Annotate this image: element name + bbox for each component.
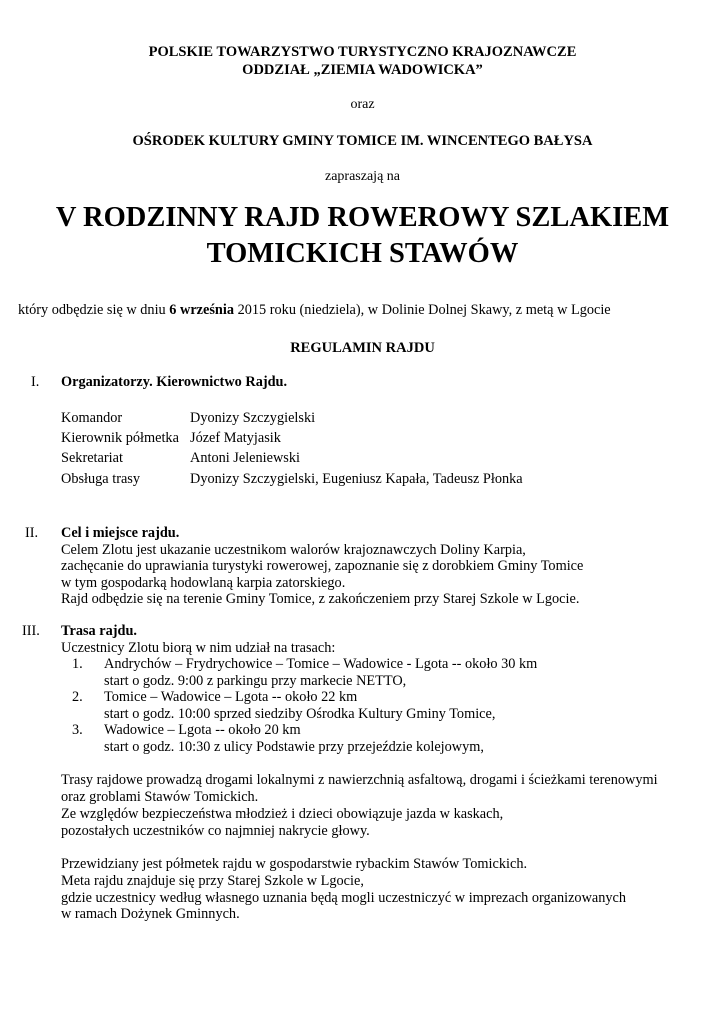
regulamin-title: REGULAMIN RAJDU	[290, 340, 435, 356]
section1-number: I.	[31, 374, 40, 390]
finish-info-line: Przewidziany jest półmetek rajdu w gospodarstwie rybackim Stawów Tomickich.	[61, 856, 528, 872]
invite-text: zapraszają na	[325, 169, 400, 184]
section2-line: Rajd odbędzie się na terenie Gminy Tomice, z zakończeniem przy Starej Szkole w Lgocie.	[61, 591, 580, 607]
route-number: 2.	[72, 689, 83, 705]
route-start: start o godz. 10:30 z ulicy Podstawie przy przejeździe kolejowym,	[104, 739, 484, 755]
intro-after: 2015 roku (niedziela), w Dolinie Dolnej Skawy, z metą w Lgocie	[234, 302, 611, 318]
section2-line: Celem Zlotu jest ukazanie uczestnikom walorów krajoznawczych Doliny Karpia,	[61, 542, 526, 558]
section3-number: III.	[22, 623, 40, 639]
finish-info-line: gdzie uczestnicy według własnego uznania będą mogli uczestniczyć w imprezach organizowanych	[61, 890, 627, 906]
event-title-line1: V RODZINNY RAJD ROWEROWY SZLAKIEM	[55, 202, 670, 233]
trail-info-line: oraz groblami Stawów Tomickich.	[61, 789, 259, 805]
event-date: 6 września	[169, 302, 235, 318]
role-label: Sekretariat	[61, 450, 123, 466]
role-label: Kierownik półmetka	[61, 430, 179, 446]
intro-sentence	[18, 302, 611, 319]
role-person: Antoni Jeleniewski	[190, 450, 300, 466]
role-person: Dyonizy Szczygielski	[190, 410, 316, 426]
role-label: Komandor	[61, 410, 123, 426]
section3-heading: Trasa rajdu.	[61, 623, 137, 639]
route-start: start o godz. 10:00 sprzed siedziby Ośrodka Kultury Gminy Tomice,	[104, 706, 496, 722]
role-person: Dyonizy Szczygielski, Eugeniusz Kapała, Tadeusz Płonka	[190, 471, 523, 487]
section2-number: II.	[25, 525, 39, 541]
trail-info-line: Trasy rajdowe prowadzą drogami lokalnymi z nawierzchnią asfaltową, drogami i ścieżkami terenowymi	[61, 772, 658, 788]
co-organizer-name: OŚRODEK KULTURY GMINY TOMICE IM. WINCENTEGO BAŁYSA	[132, 133, 593, 149]
finish-info-line: w ramach Dożynek Gminnych.	[61, 906, 240, 922]
org-name-line1: POLSKIE TOWARZYSTWO TURYSTYCZNO KRAJOZNAWCZE	[148, 44, 577, 60]
finish-info-line: Meta rajdu znajduje się przy Starej Szkole w Lgocie,	[61, 873, 364, 889]
trail-info-line: pozostałych uczestników co najmniej nakrycie głowy.	[61, 823, 370, 839]
oraz-text: oraz	[350, 97, 375, 112]
role-person: Józef Matyjasik	[190, 430, 281, 446]
route-description: Andrychów – Frydrychowice – Tomice – Wadowice - Lgota -- około 30 km	[104, 656, 538, 672]
section2-heading: Cel i miejsce rajdu.	[61, 525, 180, 541]
event-title-line2: TOMICKICH STAWÓW	[206, 238, 519, 269]
trail-info-line: Ze względów bezpieczeństwa młodzież i dzieci obowiązuje jazda w kaskach,	[61, 806, 504, 822]
role-label: Obsługa trasy	[61, 471, 141, 487]
route-start: start o godz. 9:00 z parkingu przy markecie NETTO,	[104, 673, 407, 689]
section1-heading: Organizatorzy. Kierownictwo Rajdu.	[61, 374, 288, 390]
intro-before: który odbędzie się w dniu	[18, 302, 170, 318]
org-name-line2: ODDZIAŁ „ZIEMIA WADOWICKA”	[242, 62, 483, 78]
route-description: Tomice – Wadowice – Lgota -- około 22 km	[104, 689, 358, 705]
route-number: 1.	[72, 656, 83, 672]
section2-line: zachęcanie do uprawiania turystyki rowerowej, zapoznanie się z dorobkiem Gminy Tomice	[61, 558, 584, 574]
routes-intro: Uczestnicy Zlotu biorą w nim udział na trasach:	[61, 640, 336, 656]
route-description: Wadowice – Lgota -- około 20 km	[104, 722, 301, 738]
section2-line: w tym gospodarką hodowlaną karpia zatorskiego.	[61, 575, 346, 591]
route-number: 3.	[72, 722, 83, 738]
